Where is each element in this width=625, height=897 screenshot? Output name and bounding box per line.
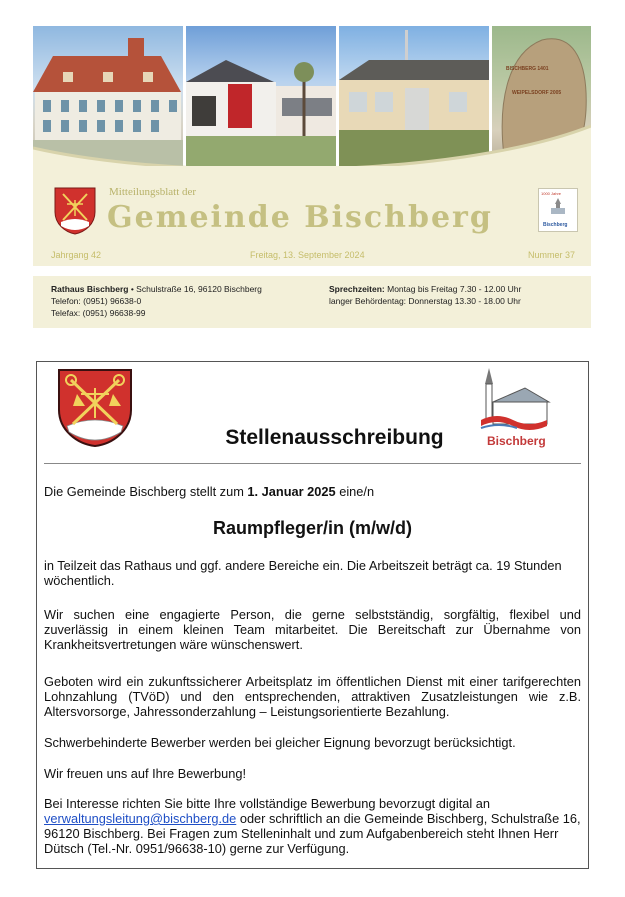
application-email-link[interactable]: verwaltungsleitung@bischberg.de <box>44 811 237 826</box>
job-title: Raumpfleger/in (m/w/d) <box>212 518 412 538</box>
header-photo-strip <box>33 26 591 166</box>
hours-regular: Montag bis Freitag 7.30 - 12.00 Uhr <box>384 284 522 294</box>
office-address: • Schulstraße 16, 96120 Bischberg <box>128 284 262 294</box>
contact-box <box>33 276 591 328</box>
header-wave <box>33 122 591 166</box>
hours-long-day: langer Behördentag: Donnerstag 13.30 - 18.00 Uhr <box>329 296 521 306</box>
application-start: Bei Interesse richten Sie bitte Ihre vollständige Bewerbung bevorzugt digital an <box>44 796 491 811</box>
issue-number: Nummer 37 <box>527 250 575 260</box>
paragraph-application <box>44 796 581 856</box>
office-hours <box>329 283 521 307</box>
coat-of-arms-icon <box>53 186 97 236</box>
job-advertisement <box>36 361 589 869</box>
heading-divider <box>44 463 581 464</box>
ad-heading: Stellenausschreibung <box>225 426 444 449</box>
fax-number: Telefax: (0951) 96638-99 <box>51 308 146 318</box>
intro-after: eine/n <box>335 484 375 499</box>
intro-before: Die Gemeinde Bischberg stellt zum <box>44 484 248 499</box>
phone-number: Telefon: (0951) 96638-0 <box>51 296 142 306</box>
stone-inscription-1: BISCHBERG 1401 <box>506 66 549 72</box>
application-end: oder schriftlich an die Gemeinde Bischberg, Schulstraße 16, 96120 Bischberg. Bei Fragen zum Stelleninhalt und zum Aufgabenbereich steht Ihnen Herr Dütsch (Tel.-Nr. 0951/96638-10) gerne zur Verfügung. <box>44 811 581 856</box>
paragraph-working-hours: in Teilzeit das Rathaus und ggf. andere Bereiche ein. Die Arbeitszeit beträgt ca. 19 Stunden wöchentlich. <box>44 558 562 588</box>
hours-label: Sprechzeiten: <box>329 284 385 294</box>
newsletter-subtitle: Mitteilungsblatt der <box>109 186 197 198</box>
paragraph-benefits: Geboten wird ein zukunftssicherer Arbeitsplatz im öffentlichen Dienst mit einer tarifgerechten Lohnzahlung (TVöD) und den entsprechenden, attraktiven Zusatzleistungen wie z.B. Altersvorsorge, Jahressonderzahlung – Leistungsorientierte Bezahlung. <box>44 674 581 719</box>
anniversary-town: Bischberg <box>543 222 568 228</box>
volume-number: Jahrgang 42 <box>51 250 102 260</box>
intro-text <box>44 484 581 499</box>
paragraph-requirements: Wir suchen eine engagierte Person, die gerne selbstständig, sorgfältig, flexibel und zuverlässig in einem kleinen Team mitarbeitet. Die Bereitschaft zur Übernahme von Krankheitsvertretungen wäre wünschenswert. <box>44 607 581 652</box>
newsletter-title: Gemeinde Bischberg <box>107 200 493 235</box>
church-icon <box>549 198 567 216</box>
stone-inscription-2: WEIPELSDORF 2005 <box>512 90 562 96</box>
town-logo-label: Bischberg <box>487 434 546 448</box>
issue-date: Freitag, 13. September 2024 <box>250 250 365 260</box>
masthead <box>33 166 591 266</box>
paragraph-closing: Wir freuen uns auf Ihre Bewerbung! <box>44 766 247 781</box>
anniversary-badge: 1000 Jahre <box>541 191 562 196</box>
paragraph-disability-note: Schwerbehinderte Bewerber werden bei gleicher Eignung bevorzugt berücksichtigt. <box>44 735 516 750</box>
anniversary-logo <box>538 188 578 232</box>
contact-address <box>51 283 262 319</box>
start-date: 1. Januar 2025 <box>247 484 336 499</box>
office-name: Rathaus Bischberg <box>51 284 129 294</box>
